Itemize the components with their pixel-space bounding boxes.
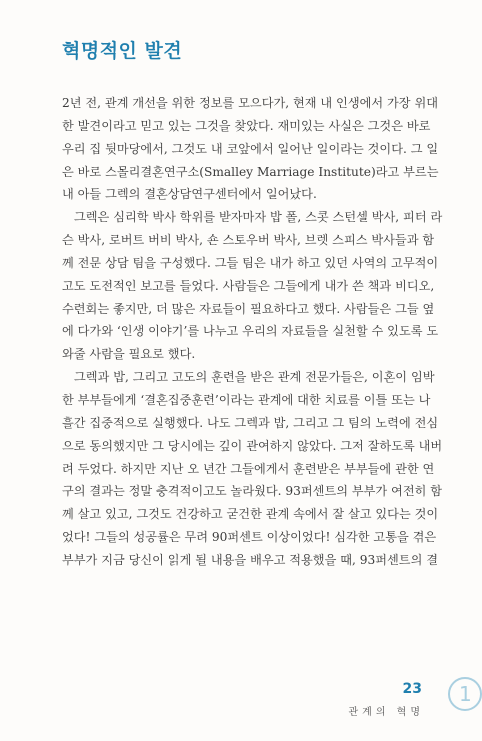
page-title: 혁명적인 발견 [62,40,183,62]
text-line: 은 바로 스몰리결혼연구소(Smalley Marriage Institute)라고 부르는 [62,164,439,179]
text-line: 으로 동의했지만 그 당시에는 깊이 관여하지 않았다. 그저 잘하도록 내버 [62,438,443,453]
running-footer-title: 관계의 혁명 [348,707,424,718]
text-line: 한 발견이라고 믿고 있는 그것을 찾았다. 재미있는 사실은 그것은 바로 [62,118,431,133]
text-line: 흘간 집중적으로 실행했다. 나도 그렉과 밥, 그리고 그 팀의 노력에 전심 [62,415,439,430]
text-line: 슨 박사, 로버트 버비 박사, 숀 스토우버 박사, 브렛 스피스 박사들과 함 [62,233,435,248]
text-line: 부부가 지금 당신이 읽게 될 내용을 배우고 적용했을 때, 93퍼센트의 결 [62,552,438,567]
text-line: 와줄 사람을 필요로 했다. [62,347,196,362]
body-text [62,92,443,572]
text-line: 2년 전, 관계 개선을 위한 정보를 모으다가, 현재 내 인생에서 가장 위대 [62,96,438,110]
page-number: 23 [402,681,422,697]
text-line: 한 부부들에게 ‘결혼집중훈련’이라는 관계에 대한 치료를 이틀 또는 나 [62,392,431,407]
text-line: 께 전문 상담 팀을 구성했다. 그들 팀은 내가 하고 있던 사역의 고무적이 [62,255,439,270]
chapter-tab: 1 [448,677,482,711]
text-line: 그렉과 밥, 그리고 고도의 훈련을 받은 관계 전문가들은, 이혼이 임박 [74,370,435,385]
text-line: 었다! 그들의 성공률은 무려 90퍼센트 이상이었다! 심각한 고통을 겪은 [62,530,437,545]
text-line: 에 다가와 ‘인생 이야기’를 나누고 우리의 자료들을 실천할 수 있도록 도 [62,324,439,339]
text-line: 께 살고 있고, 그것도 건강하고 굳건한 관계 속에서 잘 살고 있다는 것이 [62,507,439,522]
text-line: 려 두었다. 하지만 지난 오 년간 그들에게서 훈련받은 부부들에 관한 연 [62,461,435,476]
text-line: 고도 도전적인 보고를 들었다. 사람들은 그들에게 내가 쓴 책과 비디오, [62,278,435,293]
text-line: 그렉은 심리학 박사 학위를 받자마자 밥 폴, 스콧 스턴셀 박사, 피터 라 [74,210,443,225]
text-line: 수련회는 좋지만, 더 많은 자료들이 필요하다고 했다. 사람들은 그들 옆 [62,301,435,316]
text-line: 구의 결과는 정말 충격적이고도 놀라웠다. 93퍼센트의 부부가 여전히 함 [62,484,443,499]
text-line: 우리 집 뒷마당에서, 그것도 내 코앞에서 일어난 일이라는 것이다. 그 일 [62,141,439,156]
text-line: 내 아들 그렉의 결혼상담연구센터에서 일어났다. [62,187,317,202]
